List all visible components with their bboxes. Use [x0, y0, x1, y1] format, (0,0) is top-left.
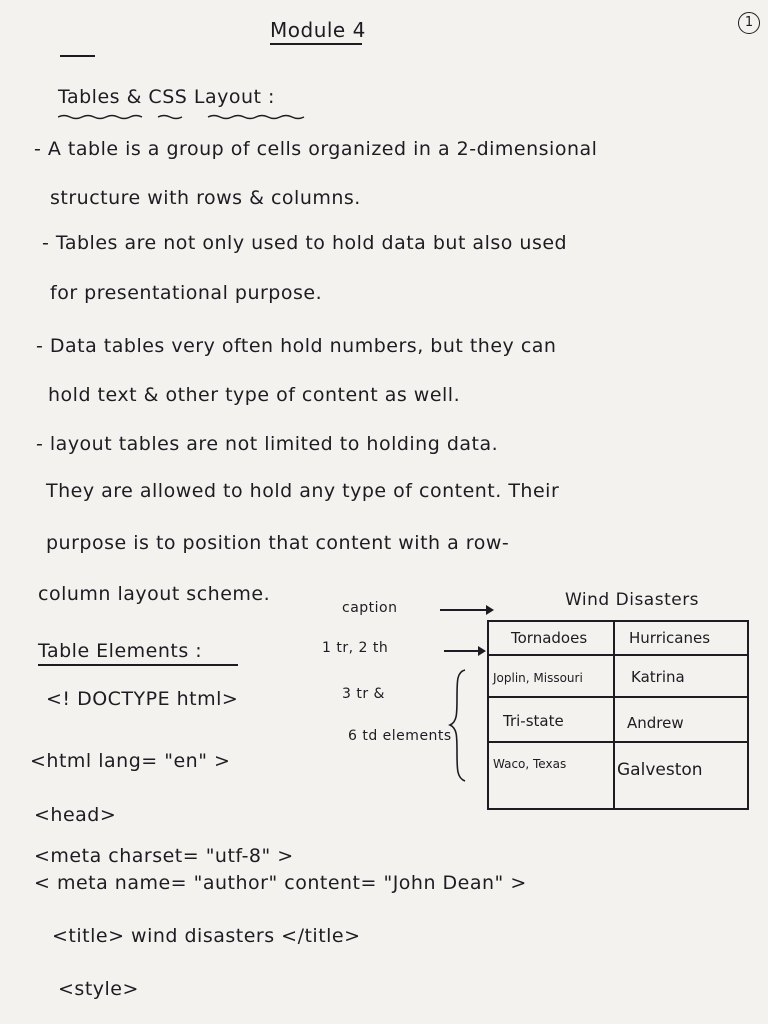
heading-underline — [58, 114, 308, 120]
table-cell: Joplin, Missouri — [493, 671, 583, 685]
caption-label: caption — [342, 600, 398, 616]
note-line: - layout tables are not limited to holding data. — [36, 433, 499, 455]
code-line: <title> wind disasters </title> — [52, 925, 361, 947]
note-line: - Tables are not only used to hold data but also used — [42, 232, 568, 254]
table-elements-heading: Table Elements : — [38, 640, 203, 662]
brace-icon — [448, 668, 468, 783]
code-line: <style> — [58, 978, 139, 1000]
code-line: <html lang= "en" > — [30, 750, 231, 772]
wind-disasters-table — [487, 620, 749, 810]
caption-arrow — [440, 609, 492, 611]
table-cell: Andrew — [627, 714, 684, 732]
table-cell: Waco, Texas — [493, 757, 567, 771]
page-title: Module 4 — [270, 18, 366, 42]
code-line: < meta name= "author" content= "John Dean" > — [34, 872, 527, 894]
row-divider — [489, 741, 747, 743]
heading-underline — [38, 664, 238, 666]
title-underline — [270, 43, 362, 45]
table-cell: Katrina — [631, 668, 685, 686]
note-line: - Data tables very often hold numbers, but they can — [36, 335, 557, 357]
column-divider — [613, 622, 615, 808]
margin-dash — [60, 55, 95, 57]
row-divider — [489, 696, 747, 698]
table-cell: Tri-state — [503, 712, 564, 730]
row-divider — [489, 654, 747, 656]
code-line: <meta charset= "utf-8" > — [34, 845, 294, 867]
header-row-note: 1 tr, 2 th — [322, 640, 389, 656]
note-line: column layout scheme. — [38, 583, 271, 605]
note-line: They are allowed to hold any type of content. Their — [46, 480, 560, 502]
header-row-arrow — [444, 650, 484, 652]
note-line: structure with rows & columns. — [50, 187, 361, 209]
section-heading: Tables & CSS Layout : — [58, 86, 275, 108]
body-rows-note: 3 tr & — [342, 686, 385, 702]
table-caption: Wind Disasters — [565, 590, 700, 610]
code-line: <! DOCTYPE html> — [46, 688, 239, 710]
table-header-cell: Hurricanes — [629, 629, 711, 647]
body-rows-note: 6 td elements — [348, 728, 452, 744]
table-cell: Galveston — [617, 760, 703, 780]
note-line: - A table is a group of cells organized in a 2-dimensional — [34, 138, 598, 160]
note-line: purpose is to position that content with a row- — [46, 532, 510, 554]
table-header-cell: Tornadoes — [511, 629, 588, 647]
note-line: hold text & other type of content as well. — [48, 384, 461, 406]
page-number: 1 — [738, 12, 760, 34]
note-line: for presentational purpose. — [50, 282, 323, 304]
code-line: <head> — [34, 804, 117, 826]
